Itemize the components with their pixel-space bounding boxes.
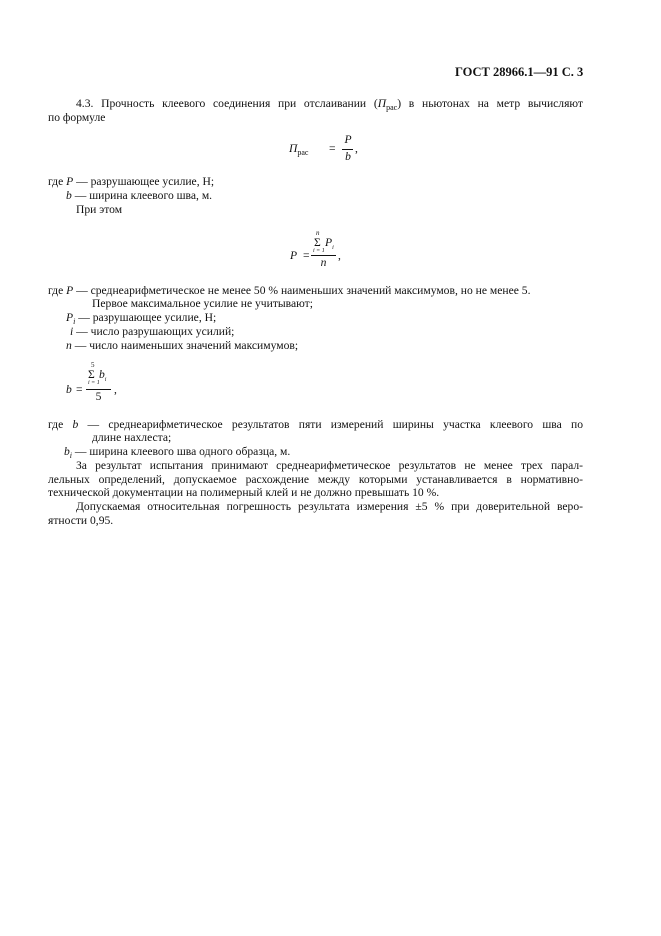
where-2-item-pi: $P_i$ — разрушающее усилие, Н; bbox=[66, 311, 217, 326]
where-3-third: $b_i$ — ширина клеевого шва одного образца, м. bbox=[64, 445, 291, 460]
where-1-first: где P — разрушающее усилие, Н; bbox=[48, 175, 215, 188]
where-2-item-i: i — число разрушающих усилий; bbox=[70, 325, 235, 338]
pri-etom: При этом bbox=[76, 203, 123, 216]
where-1-second: b — ширина клеевого шва, м. bbox=[66, 189, 213, 202]
paragraph-1-line-3: технической документации на полимерный клей и не должно превышать 10 %. bbox=[48, 486, 440, 499]
where-2-second: Первое максимальное усилие не учитывают; bbox=[92, 297, 313, 310]
paragraph-1-line-2: лельных определений, допускаемое расхождение между которыми устанавливается в нормативно- bbox=[48, 473, 583, 486]
where-3-second: длине нахлеста; bbox=[92, 431, 172, 444]
page-header: ГОСТ 28966.1—91 С. 3 bbox=[455, 65, 584, 79]
paragraph-2-line-2: ятности 0,95. bbox=[48, 514, 114, 527]
intro-line-2: по формуле bbox=[48, 111, 106, 124]
where-2-first: где P — среднеарифметическое не менее 50 % наименьших значений максимумов, но не менее 5. bbox=[48, 284, 531, 297]
where-2-item-n: n — число наименьших значений максимумов; bbox=[66, 339, 299, 352]
paragraph-1-line-1: За результат испытания принимают среднеарифметическое результатов не менее трех парал- bbox=[76, 459, 583, 472]
paragraph-2-line-1: Допускаемая относительная погрешность результата измерения ±5 % при доверительной веро- bbox=[76, 500, 583, 513]
where-3-first: где b — среднеарифметическое результатов пяти измерений ширины участка клеевого шва по bbox=[48, 418, 583, 431]
intro-line-1: 4.3. Прочность клеевого соединения при отслаивании $(П_{рас})$ в ньютонах на метр вычисляют bbox=[76, 97, 583, 112]
